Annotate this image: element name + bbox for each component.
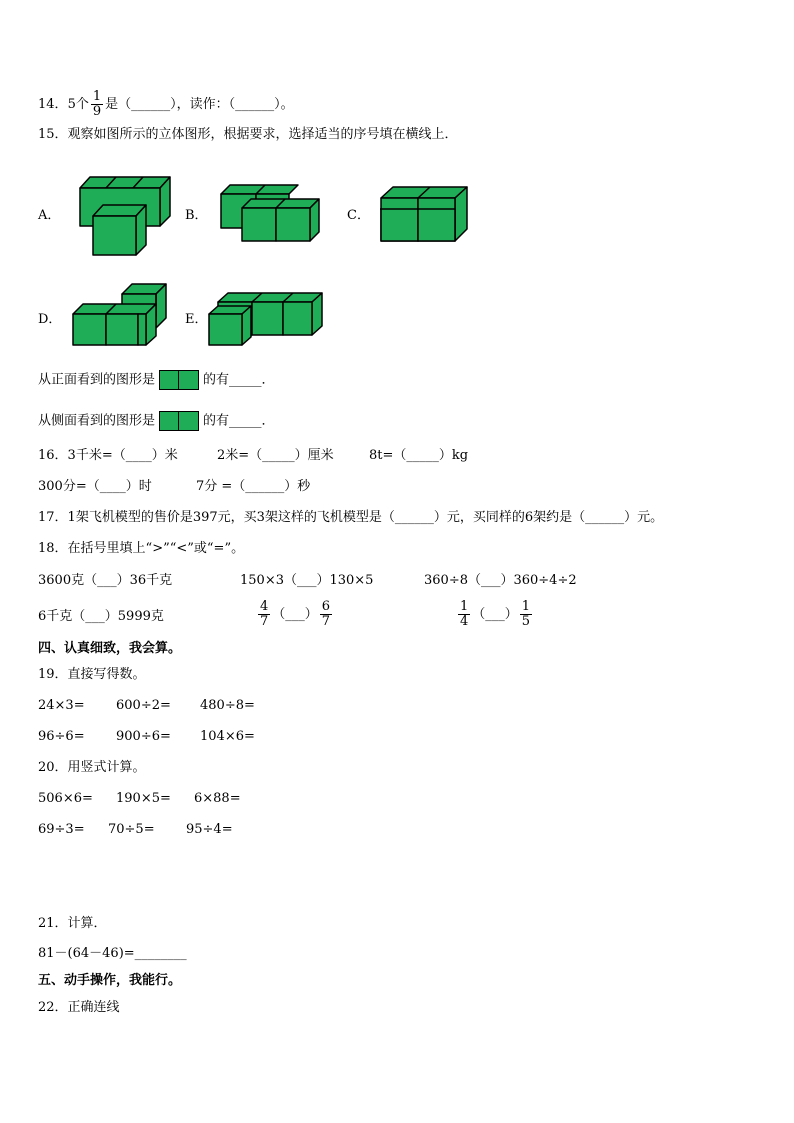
compare-blank: （___） bbox=[272, 607, 318, 622]
q16-part-1: 16．3千米=（____）米 bbox=[38, 448, 178, 463]
q14-text-b: 是（______），读作：（______）。 bbox=[105, 97, 294, 112]
q21-expression: 81－(64－46)=________ bbox=[38, 946, 187, 961]
q16-part-4: 300分=（____）时 bbox=[38, 479, 152, 494]
q15-title: 15．观察如图所示的立体图形，根据要求，选择适当的序号填在横线上． bbox=[38, 127, 458, 142]
figure-label-d: D． bbox=[38, 312, 62, 327]
q21-title: 21．计算． bbox=[38, 916, 107, 931]
cube-figure-b bbox=[218, 182, 322, 244]
figure-label-e: E． bbox=[185, 312, 208, 327]
side-view-blank: 的有_____． bbox=[203, 413, 275, 429]
fraction-numerator: 4 bbox=[260, 599, 269, 614]
q19-item: 104×6= bbox=[200, 729, 255, 744]
front-view-text: 从正面看到的图形是 bbox=[38, 372, 156, 388]
q14-fraction bbox=[91, 90, 103, 119]
q18-compare-4: 6千克（___）5999克 bbox=[38, 609, 164, 624]
q18-compare-2: 150×3（___）130×5 bbox=[240, 573, 374, 588]
figure-label-b: B． bbox=[185, 208, 208, 223]
q14-number: 14 bbox=[38, 97, 55, 112]
q19-title: 19．直接写得数。 bbox=[38, 667, 146, 682]
q17-text: 17．1架飞机模型的售价是397元，买3架这样的飞机模型是（______）元，买同样的6架约是（______）元。 bbox=[38, 510, 664, 525]
fraction-denominator: 7 bbox=[321, 614, 331, 629]
q14-text-a: 5个 bbox=[67, 97, 89, 112]
side-view-line bbox=[38, 411, 275, 431]
q19-item: 96÷6= bbox=[38, 729, 85, 744]
q20-item: 190×5= bbox=[116, 791, 171, 806]
q18-compare-1: 3600克（___）36千克 bbox=[38, 573, 173, 588]
two-squares-icon bbox=[159, 411, 199, 431]
two-squares-icon bbox=[159, 370, 199, 390]
q18-compare-6 bbox=[456, 600, 534, 629]
q16-part-3: 8t=（_____）kg bbox=[369, 448, 469, 463]
q19-item: 24×3= bbox=[38, 698, 85, 713]
fraction-denominator: 5 bbox=[521, 614, 531, 629]
section-5-heading: 五、动手操作，我能行。 bbox=[38, 973, 182, 988]
q18-title: 18．在括号里填上“>”“<”或“=”。 bbox=[38, 541, 245, 556]
fraction-denominator: 7 bbox=[260, 614, 269, 629]
q14-line: 14．5个 $\frac{1}{9}$ 是（______），读作：（______）。 bbox=[38, 89, 294, 119]
fraction-numerator: 1 bbox=[460, 599, 469, 614]
front-view-blank: 的有_____． bbox=[203, 372, 275, 388]
q20-title: 20．用竖式计算。 bbox=[38, 760, 146, 775]
q16-part-2: 2米=（_____）厘米 bbox=[217, 448, 334, 463]
front-view-line bbox=[38, 370, 275, 390]
q20-item: 6×88= bbox=[194, 791, 241, 806]
q19-item: 600÷2= bbox=[116, 698, 171, 713]
figure-label-a: A． bbox=[38, 208, 61, 223]
side-view-text: 从侧面看到的图形是 bbox=[38, 413, 156, 429]
cube-figure-c bbox=[378, 184, 470, 244]
fraction-numerator: 1 bbox=[92, 89, 102, 104]
q20-item: 70÷5= bbox=[108, 822, 155, 837]
q20-item: 69÷3= bbox=[38, 822, 85, 837]
fraction-numerator: 6 bbox=[321, 599, 331, 614]
compare-blank: （___） bbox=[472, 607, 518, 622]
fraction-denominator: 4 bbox=[460, 614, 469, 629]
q22-title: 22．正确连线 bbox=[38, 1000, 120, 1015]
section-4-heading: 四、认真细致，我会算。 bbox=[38, 641, 182, 656]
fraction-denominator: 9 bbox=[92, 104, 102, 119]
q20-item: 506×6= bbox=[38, 791, 93, 806]
cube-figure-a bbox=[76, 174, 176, 256]
cube-figure-d bbox=[70, 282, 170, 348]
q18-compare-3: 360÷8（___）360÷4÷2 bbox=[424, 573, 577, 588]
cube-figure-e bbox=[206, 290, 326, 348]
q16-part-5: 7分 =（______）秒 bbox=[196, 479, 311, 494]
figure-label-c: C． bbox=[347, 208, 370, 223]
q19-item: 900÷6= bbox=[116, 729, 171, 744]
q20-item: 95÷4= bbox=[186, 822, 233, 837]
q18-compare-5 bbox=[256, 600, 334, 629]
q19-item: 480÷8= bbox=[200, 698, 255, 713]
fraction-numerator: 1 bbox=[521, 599, 531, 614]
